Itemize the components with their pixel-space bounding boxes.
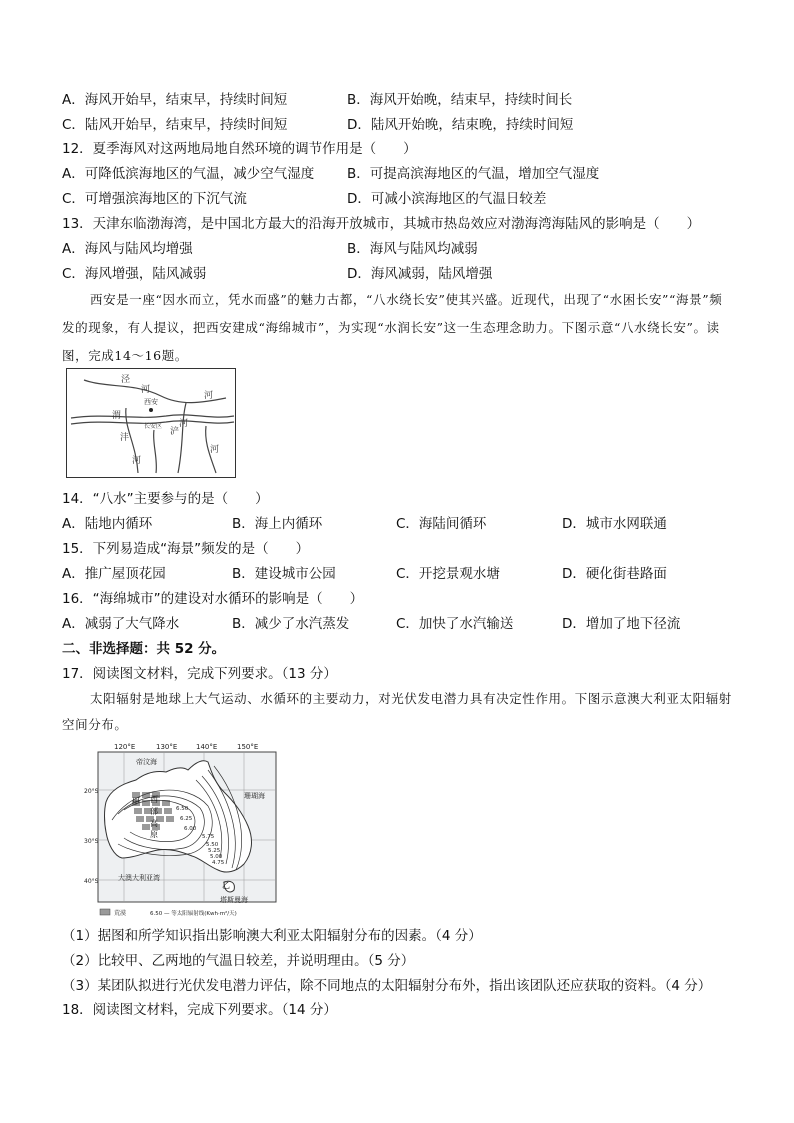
map1-label: 西安 [144,398,158,406]
map1-label: 渭 [112,411,122,421]
place-label: 西 [150,795,158,804]
q17-stem: 17．阅读图文材料，完成下列要求。（13 分） [62,666,337,682]
q17-sub-2: （2）比较甲、乙两地的气温日较差，并说明理由。（5 分） [62,953,415,969]
place-label: 高 [150,819,158,828]
map1-label: 河 [210,445,220,455]
q11-option-b: B．海风开始晚，结束早，持续时间长 [347,92,573,108]
q17-passage: 太阳辐射是地球上大气运动、水循环的主要动力，对光伏发电潜力具有决定性作用。下图示意澳大利亚太阳辐射空间分布。 [62,691,732,732]
q14-option-c: C．海陆间循环 [396,516,487,532]
place-label: 部 [150,807,158,816]
q12-stem: 12．夏季海风对这两地局地自然环境的调节作用是（ ） [62,141,417,157]
lon-label: 130°E [156,743,178,751]
q15-option-d: D．硬化街巷路面 [562,566,667,582]
q16-stem: 16．“海绵城市”的建设对水循环的影响是（ ） [62,591,364,607]
map1-label: 泾 [121,375,131,385]
section-heading: 二、非选择题：共 52 分。 [62,641,226,657]
isoline-label: 5.75 [202,834,215,840]
map1-label: 沣 [120,433,130,443]
place-label: 原 [150,830,158,839]
lat-label: 30°S [84,838,99,845]
map1-label: 河 [204,391,214,401]
isoline-label: 6.25 [180,816,193,822]
q17-sub-3: （3）某团队拟进行光伏发电潜力评估，除不同地点的太阳辐射分布外，指出该团队还应获取的资料。（4 分） [62,978,712,994]
q14-option-d: D．城市水网联通 [562,516,667,532]
q11-option-d: D．陆风开始晚，结束晚，持续时间短 [347,117,574,133]
place-label: 乙 [222,881,230,890]
isoline-label: 6.50 [176,806,189,812]
sea-label: 大澳大利亚湾 [118,874,160,882]
q15-option-a: A．推广屋顶花园 [62,566,166,582]
q14-option-a: A．陆地内循环 [62,516,153,532]
q13-option-c: C．海风增强，陆风减弱 [62,266,207,282]
q14-stem: 14．“八水”主要参与的是（ ） [62,491,269,507]
legend-desert-label: 荒漠 [114,910,127,917]
place-label: 甲 [132,797,140,806]
q12-option-d: D．可减小滨海地区的气温日较差 [347,191,547,207]
q11-option-a: A．海风开始早，结束早，持续时间短 [62,92,288,108]
map1-label: 河 [141,385,151,395]
q15-option-c: C．开挖景观水塘 [396,566,500,582]
eight-rivers-map [66,368,236,478]
q13-option-b: B．海风与陆风均减弱 [347,241,478,257]
q16-option-c: C．加快了水汽输送 [396,616,514,632]
q17-sub-1: （1）据图和所学知识指出影响澳大利亚太阳辐射分布的因素。（4 分） [62,928,482,944]
australia-radiation-map [84,740,280,920]
xian-passage: 西安是一座“因水而立，凭水而盛”的魅力古都，“八水绕长安”使其兴盛。近现代，出现了“水困长安”“海景”频发的现象，有人提议，把西安建成“海绵城市”，为实现“水润长安”这一生态理念助力。下图示意“八水绕长安”。读图，完成14～16题。 [62,292,723,363]
isoline-label: 4.75 [212,860,225,866]
map1-label: 浐 [170,427,180,437]
map1-label: 河 [132,456,142,466]
q15-option-b: B．建设城市公园 [232,566,336,582]
isoline-label: 5.50 [206,842,219,848]
sea-label: 珊瑚海 [244,792,265,800]
legend-desert-swatch [100,909,110,915]
q16-option-a: A．减弱了大气降水 [62,616,180,632]
q13-option-d: D．海风减弱，陆风增强 [347,266,493,282]
map1-label: 长安区 [144,423,163,430]
map1-label: 河 [179,419,189,429]
legend-isoline-label: 6.50 — 等太阳辐射线(Kwh·m²/天) [150,911,237,917]
q15-stem: 15．下列易造成“海景”频发的是（ ） [62,541,310,557]
q12-option-c: C．可增强滨海地区的下沉气流 [62,191,247,207]
lon-label: 140°E [196,743,218,751]
lon-label: 150°E [237,743,259,751]
q12-option-a: A．可降低滨海地区的气温，减少空气湿度 [62,166,315,182]
q11-option-c: C．陆风开始早，结束早，持续时间短 [62,117,288,133]
isoline-label: 5.25 [208,848,221,854]
q13-option-a: A．海风与陆风均增强 [62,241,193,257]
q16-option-d: D．增加了地下径流 [562,616,681,632]
sea-label: 塔斯曼海 [220,896,248,904]
q12-option-b: B．可提高滨海地区的气温，增加空气湿度 [347,166,600,182]
q18-stem: 18．阅读图文材料，完成下列要求。（14 分） [62,1002,337,1018]
q14-option-b: B．海上内循环 [232,516,323,532]
isoline-label: 5.00 [210,854,223,860]
lat-label: 20°S [84,788,99,795]
isoline-label: 6.00 [184,826,197,832]
sea-label: 帝汶海 [136,758,157,766]
lon-label: 120°E [114,743,136,751]
q16-option-b: B．减少了水汽蒸发 [232,616,350,632]
q13-stem: 13．天津东临渤海湾，是中国北方最大的沿海开放城市，其城市热岛效应对渤海湾海陆风的影响是（ ） [62,216,701,232]
lat-label: 40°S [84,878,99,885]
